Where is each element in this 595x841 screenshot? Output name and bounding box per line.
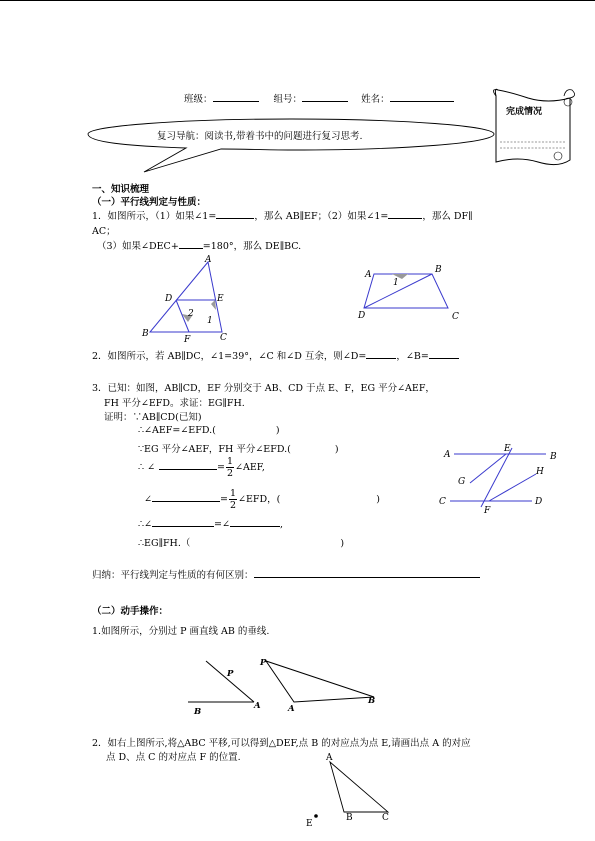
svg-text:2: 2 [188,309,194,319]
q3-line2: FH 平分∠EFD。求证：EG∥FH. [104,398,245,409]
summary-line: 归纳：平行线判定与性质的有何区别： [92,567,480,581]
svg-text:C: C [220,333,227,343]
figure-parallel-lines [436,440,566,520]
q3-step4: ∠ = $\frac{1}{2}$ ∠EFD，( ) [144,488,381,511]
q3-proof: 证明：∵AB∥CD(已知) [104,412,202,423]
name-field[interactable] [390,101,454,102]
svg-text:B: B [435,265,442,275]
svg-text:A: A [288,704,295,714]
q2-blank-1[interactable] [366,358,396,359]
svg-text:C: C [382,813,389,823]
svg-text:C: C [452,312,459,322]
q3-blank-3a[interactable] [159,469,217,470]
op2-line1: 2．如右上图所示,将△ABC 平移,可以得到△DEF,点 B 的对应点为点 E,请画出点 A 的对应 [92,738,471,749]
name-label: 姓名： [361,94,390,105]
svg-text:A: A [326,753,333,763]
svg-text:B: B [550,452,557,462]
group-field[interactable] [302,101,348,102]
subsection-title: （一）平行线判定与性质： [92,197,207,208]
svg-text:E: E [306,819,313,829]
point-e-icon [314,814,318,818]
figure-perpendicular [182,655,382,717]
q1-blank-1[interactable] [216,218,254,219]
svg-text:E: E [217,294,224,304]
class-label: 班级： [184,94,213,105]
top-border [0,0,595,1]
q3-step6: ∴EG∥FH.（ ) [138,538,345,549]
q3-blank-5b[interactable] [230,526,280,527]
svg-text:F: F [184,335,191,344]
figure-trapezoid [356,262,476,324]
svg-text:A: A [254,701,261,711]
q1-line2: AC； [92,226,116,237]
subsection-title-2: （二）动手操作： [92,606,169,617]
op1-line: 1.如图所示，分别过 P 画直线 AB 的垂线. [92,626,270,637]
svg-text:E: E [504,444,511,454]
q3-blank-4a[interactable] [152,501,220,502]
svg-text:D: D [165,294,173,304]
q1-line1: 1．如图所示，（1）如果∠1= ，那么 AB∥EF；（2）如果∠1= ，那么 DF∥ [92,211,473,222]
q2-line: 2．如图所示，若 AB∥DC，∠1=39°，∠C 和∠D 互余，则∠D= ，∠B= [92,348,459,362]
svg-text:C: C [439,497,446,507]
op2-line2: 点 D、点 C 的对应点 F 的位置. [106,752,241,763]
fraction-half: $\frac{1}{2}$ [229,488,236,511]
svg-text:D: D [358,311,366,321]
svg-text:B: B [194,707,202,717]
nav-text: 复习导航：阅读书,带着书中的问题进行复习思考. [157,131,363,142]
q3-step3: ∴ ∠ = $\frac{1}{2}$ ∠AEF, [138,456,265,479]
svg-text:1: 1 [207,316,213,326]
q3-blank-5a[interactable] [152,526,214,527]
svg-text:1: 1 [393,278,399,288]
svg-text:G: G [458,477,466,487]
group-label: 组号： [273,94,303,105]
q1-line3: （3）如果∠DEC+ =180°，那么 DE∥BC. [97,241,302,252]
figure-triangle-2 [300,750,400,830]
svg-text:B: B [142,329,149,339]
completion-badge [488,84,578,170]
class-field[interactable] [213,101,259,102]
badge-label: 完成情况 [506,107,543,117]
q3-line1: 3．已知：如图，AB∥CD，EF 分别交于 AB、CD 于点 E、F，EG 平分∠AEF， [92,383,435,394]
header-row [184,91,454,105]
svg-text:F: F [484,506,491,516]
svg-text:A: A [444,450,451,460]
svg-text:P: P [260,658,267,668]
figure-triangle-1 [136,252,236,344]
svg-text:H: H [536,467,544,477]
svg-text:D: D [535,497,543,507]
fraction-half: $\frac{1}{2}$ [227,456,234,479]
q3-step2: ∵EG 平分∠AEF，FH 平分∠EFD.( ) [138,444,339,455]
nav-bubble [86,118,496,174]
summary-blank[interactable] [254,577,480,578]
svg-text:A: A [365,270,372,280]
svg-text:B: B [368,696,376,706]
svg-text:B: B [346,813,353,823]
q3-step1: ∴∠AEF=∠EFD.( ) [138,425,280,436]
section-title: 一、知识梳理 [92,184,150,195]
svg-text:A: A [205,255,212,265]
q3-step5: ∴∠ =∠ , [138,519,283,530]
q2-blank-2[interactable] [429,358,459,359]
q1-blank-3[interactable] [179,248,203,249]
q1-blank-2[interactable] [388,218,422,219]
svg-text:P: P [227,669,234,679]
